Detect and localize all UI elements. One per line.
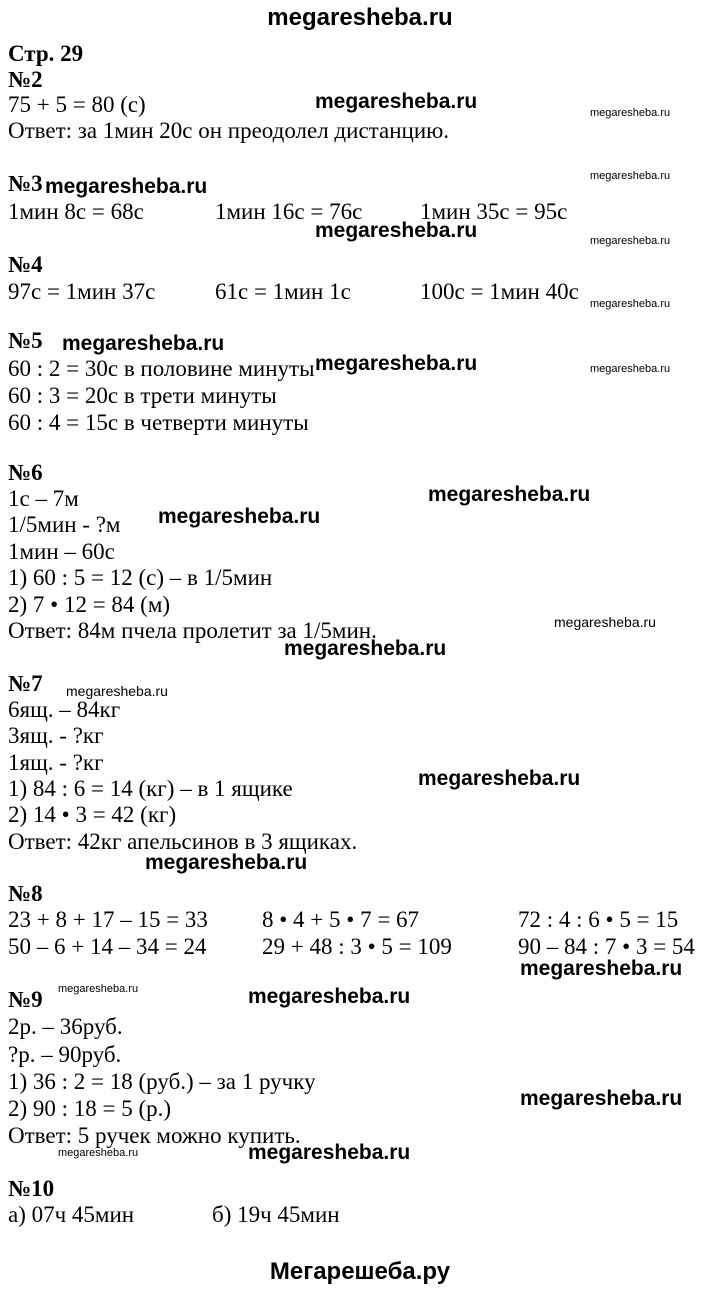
task-8-number: №8	[8, 881, 43, 906]
watermark-small: megaresheba.ru	[590, 363, 671, 375]
task-9-line: 2) 90 : 18 = 5 (р.)	[8, 1096, 172, 1121]
watermark-small: megaresheba.ru	[590, 107, 671, 119]
watermark: megaresheba.ru	[520, 957, 683, 980]
watermark-small: megaresheba.ru	[590, 298, 671, 310]
task-7-number: №7	[8, 671, 43, 696]
task-3-item: 1мин 8с = 68с	[8, 199, 144, 224]
task-7-answer: Ответ: 42кг апельсинов в 3 ящиках.	[8, 829, 358, 854]
task-6-number: №6	[8, 460, 43, 485]
task-6-line: 2) 7 • 12 = 84 (м)	[8, 592, 171, 617]
watermark: megaresheba.ru	[315, 352, 478, 375]
task-5-line: 60 : 2 = 30с в половине минуты	[8, 356, 315, 381]
task-7-line: 1) 84 : 6 = 14 (кг) – в 1 ящике	[8, 776, 293, 801]
task-4-item: 100с = 1мин 40с	[420, 279, 579, 304]
task-4-number: №4	[8, 252, 43, 277]
watermark: megaresheba.ru	[248, 1141, 411, 1164]
task-8-expression: 50 – 6 + 14 – 34 = 24	[8, 934, 207, 959]
task-8-expression: 23 + 8 + 17 – 15 = 33	[8, 907, 208, 932]
task-7-line: 6ящ. – 84кг	[8, 697, 121, 722]
task-3-item: 1мин 35с = 95с	[420, 199, 568, 224]
task-6-line: 1) 60 : 5 = 12 (с) – в 1/5мин	[8, 565, 273, 590]
task-10-item: б) 19ч 45мин	[212, 1202, 340, 1227]
watermark: megaresheba.ru	[62, 332, 225, 355]
task-7-line: 2) 14 • 3 = 42 (кг)	[8, 802, 177, 827]
watermark: megaresheba.ru	[315, 219, 478, 242]
task-9-answer: Ответ: 5 ручек можно купить.	[8, 1123, 301, 1148]
task-4-item: 97с = 1мин 37с	[8, 279, 156, 304]
task-2-answer: Ответ: за 1мин 20с он преодолел дистанцию.	[8, 118, 450, 143]
task-9-number: №9	[8, 987, 43, 1012]
task-10-item: а) 07ч 45мин	[8, 1202, 135, 1227]
task-7-line: 3ящ. - ?кг	[8, 723, 104, 748]
watermark-medium: megaresheba.ru	[554, 614, 656, 630]
task-9-line: 1) 36 : 2 = 18 (руб.) – за 1 ручку	[8, 1069, 316, 1094]
task-7-line: 1ящ. - ?кг	[8, 750, 104, 775]
task-6-answer: Ответ: 84м пчела пролетит за 1/5мин.	[8, 618, 377, 643]
task-4-item: 61с = 1мин 1с	[215, 279, 351, 304]
task-2-line: 75 + 5 = 80 (с)	[8, 92, 146, 117]
task-8-expression: 29 + 48 : 3 • 5 = 109	[262, 934, 452, 959]
task-3-number: №3	[8, 171, 43, 196]
watermark: megaresheba.ru	[45, 175, 208, 198]
watermark: megaresheba.ru	[418, 767, 581, 790]
task-8-expression: 72 : 4 : 6 • 5 = 15	[518, 907, 679, 932]
watermark: megaresheba.ru	[248, 985, 411, 1008]
task-5-line: 60 : 3 = 20с в трети минуты	[8, 383, 277, 408]
task-3-item: 1мин 16с = 76с	[215, 199, 363, 224]
watermark: megaresheba.ru	[145, 851, 308, 874]
task-5-number: №5	[8, 328, 43, 353]
task-6-line: 1с – 7м	[8, 486, 79, 511]
footer-site-name: Мегарешеба.ру	[269, 1258, 451, 1285]
task-6-line: 1мин – 60с	[8, 539, 115, 564]
watermark: megaresheba.ru	[520, 1087, 683, 1110]
watermark: megaresheba.ru	[284, 637, 447, 660]
watermark-small: megaresheba.ru	[590, 235, 671, 247]
watermark-medium: megaresheba.ru	[66, 683, 168, 699]
watermark: megaresheba.ru	[428, 483, 591, 506]
watermark: megaresheba.ru	[158, 505, 321, 528]
watermark-small: megaresheba.ru	[590, 170, 671, 182]
watermark-small: megaresheba.ru	[58, 983, 139, 995]
task-8-expression: 90 – 84 : 7 • 3 = 54	[518, 934, 695, 959]
task-10-number: №10	[8, 1176, 55, 1201]
task-9-line: ?р. – 90руб.	[8, 1042, 122, 1067]
watermark-small: megaresheba.ru	[58, 1147, 139, 1159]
task-6-line: 1/5мин - ?м	[8, 512, 121, 537]
header-site-name: megaresheba.ru	[267, 4, 453, 31]
task-9-line: 2р. – 36руб.	[8, 1014, 123, 1039]
watermark: megaresheba.ru	[315, 90, 478, 113]
page-label: Стр. 29	[8, 41, 84, 66]
task-5-line: 60 : 4 = 15с в четверти минуты	[8, 410, 309, 435]
task-2-number: №2	[8, 67, 43, 92]
task-8-expression: 8 • 4 + 5 • 7 = 67	[262, 907, 420, 932]
